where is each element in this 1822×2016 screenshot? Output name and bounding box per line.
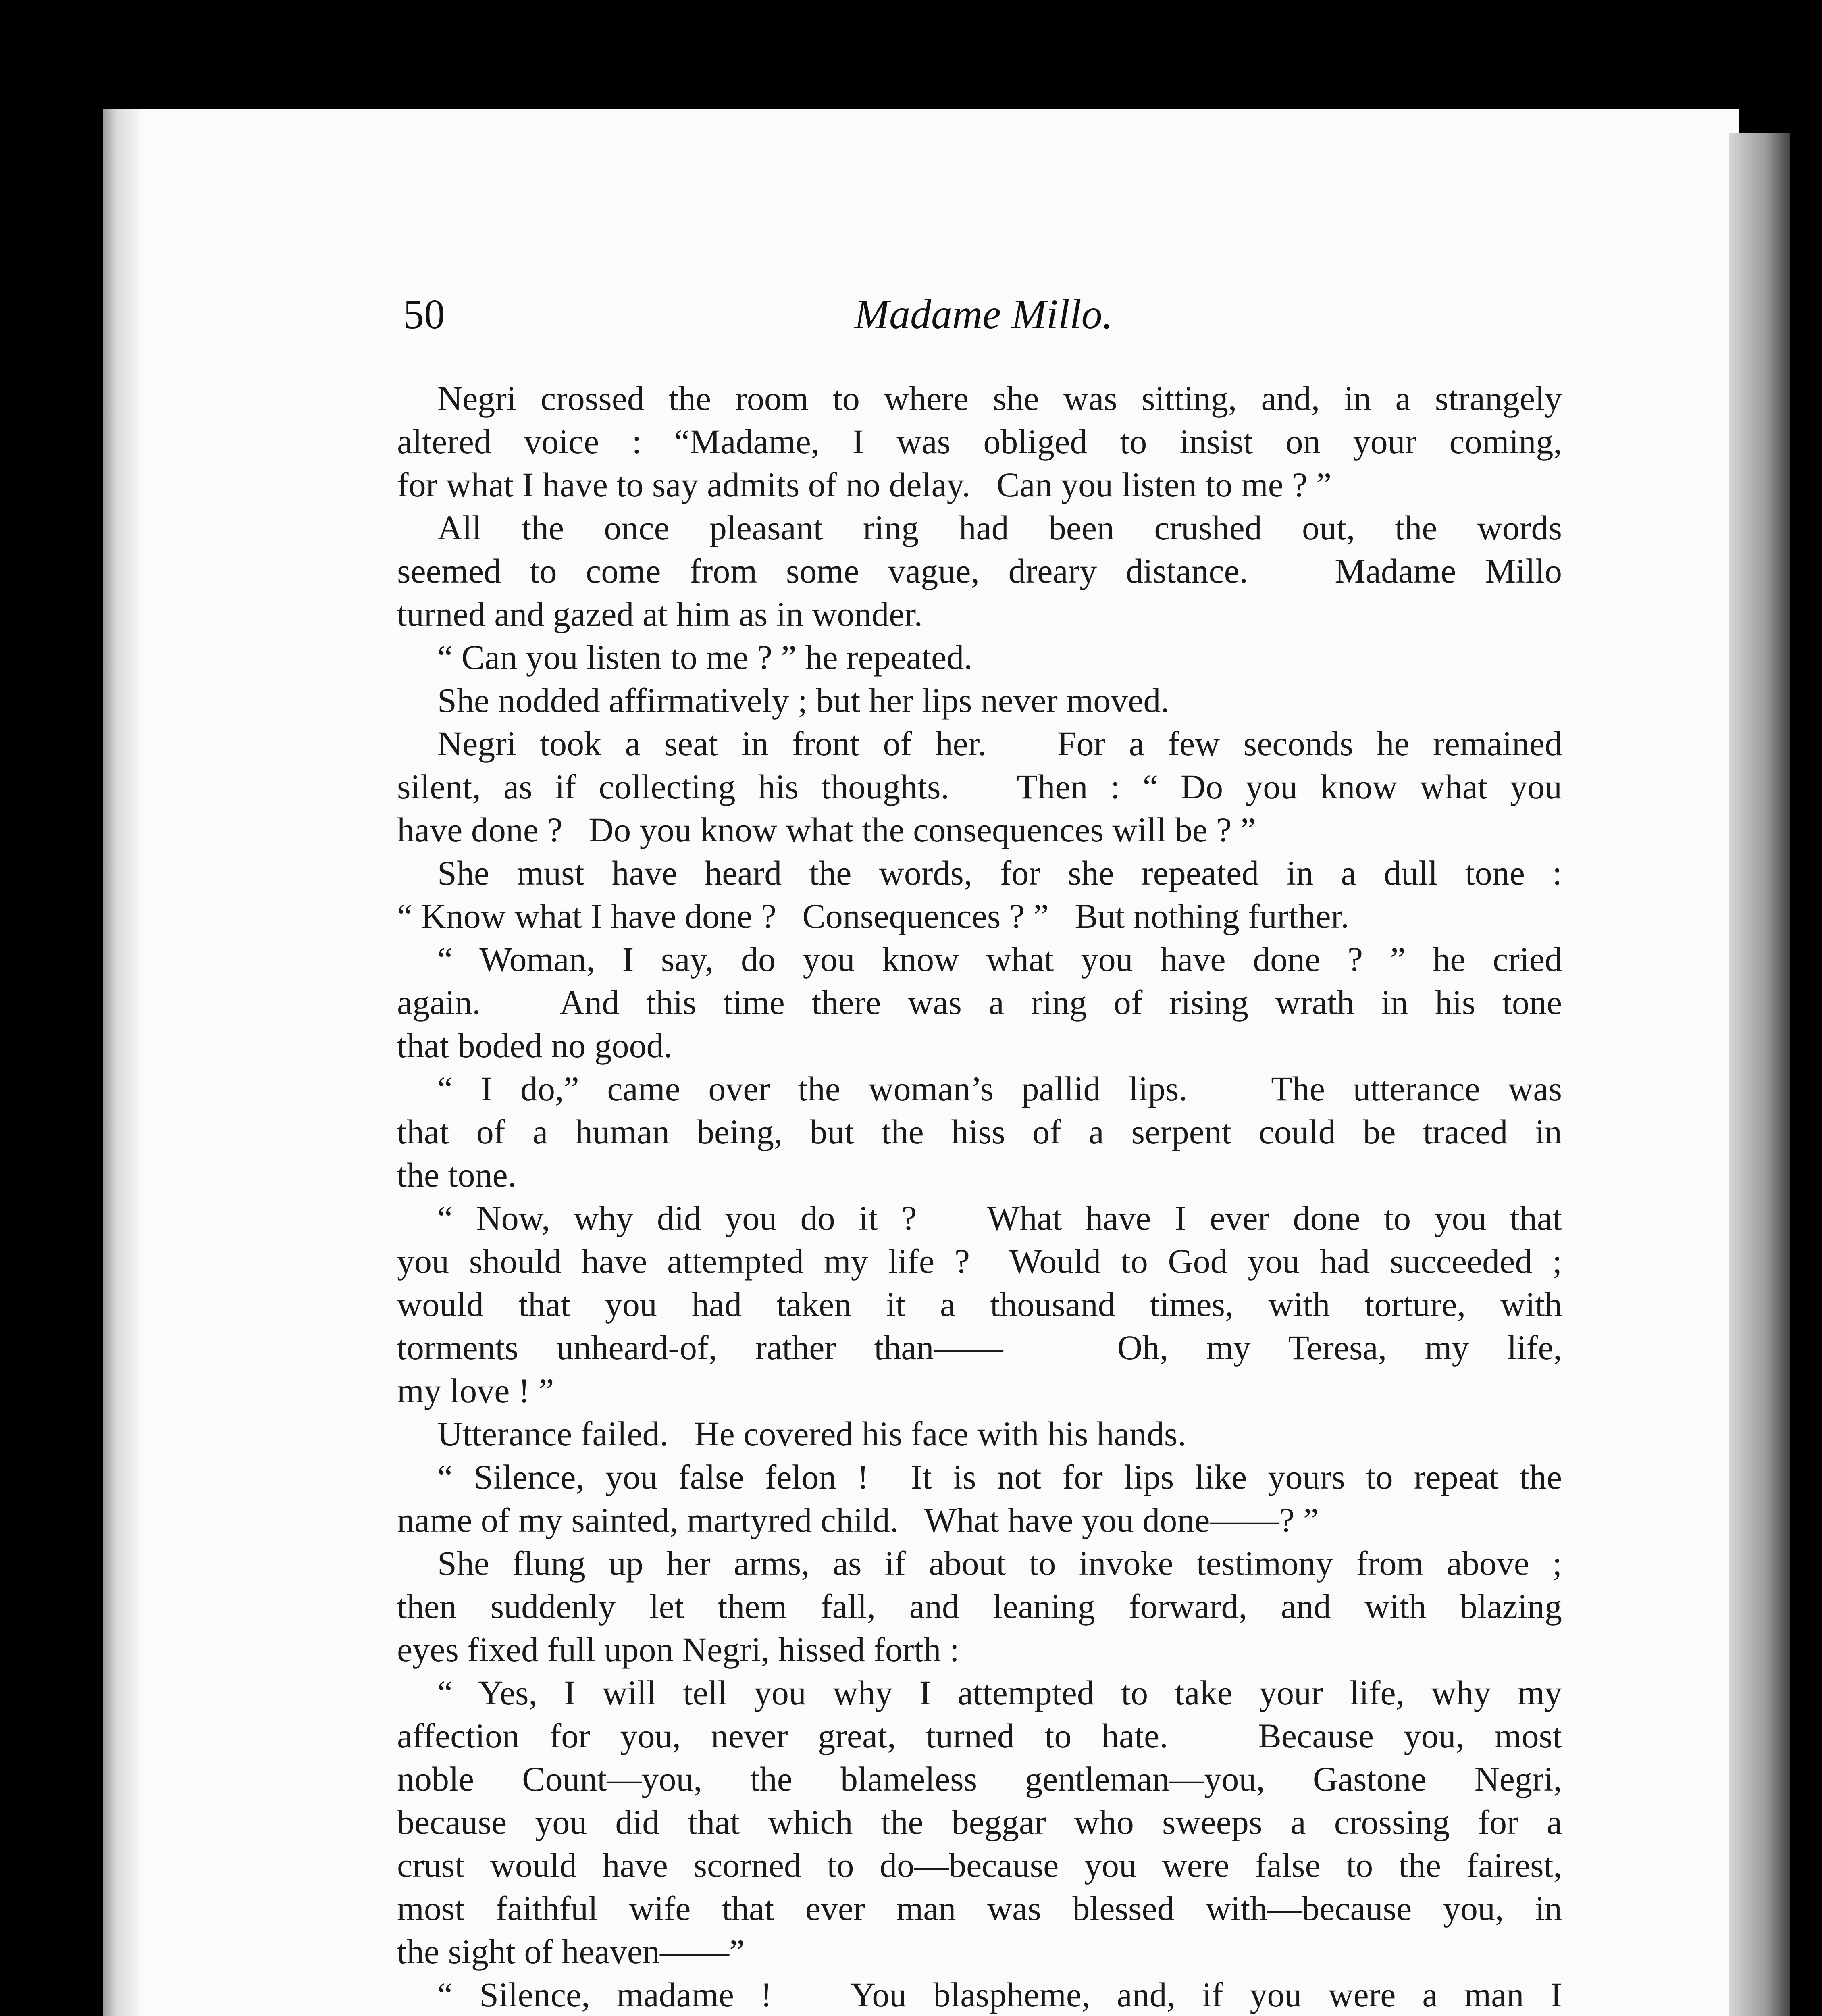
text-line: for what I have to say admits of no delay. Can you listen to me ? ” <box>397 465 1332 504</box>
text-line: again. And this time there was a ring of rising wrath in his tone <box>397 983 1562 1022</box>
text-line: She flung up her arms, as if about to invoke testimony from above ; <box>437 1544 1562 1583</box>
text-line: that boded no good. <box>397 1026 673 1065</box>
text-line: She nodded affirmatively ; but her lips never moved. <box>437 681 1169 720</box>
text-line: the tone. <box>397 1156 517 1194</box>
page-number: 50 <box>403 291 445 337</box>
text-line: seemed to come from some vague, dreary distance. Madame Millo <box>397 552 1562 590</box>
page-header <box>403 290 1564 351</box>
text-line: would that you had taken it a thousand times, with torture, with <box>397 1285 1562 1324</box>
text-line: Utterance failed. He covered his face with his hands. <box>437 1414 1186 1453</box>
text-line: Negri crossed the room to where she was sitting, and, in a strangely <box>437 379 1562 418</box>
text-line: the sight of heaven——” <box>397 1932 745 1971</box>
text-line: that of a human being, but the hiss of a serpent could be traced in <box>397 1112 1562 1151</box>
text-line: turned and gazed at him as in wonder. <box>397 595 923 633</box>
text-line: “ Silence, madame ! You blaspheme, and, if you were a man I <box>437 1975 1562 2014</box>
text-line: “ Can you listen to me ? ” he repeated. <box>437 638 973 677</box>
text-line: silent, as if collecting his thoughts. Then : “ Do you know what you <box>397 767 1562 806</box>
text-line: “ Yes, I will tell you why I attempted to take your life, why my <box>437 1673 1562 1712</box>
text-line: “ Woman, I say, do you know what you have done ? ” he cried <box>437 940 1562 979</box>
running-title: Madame Millo. <box>854 291 1113 337</box>
text-line: noble Count—you, the blameless gentleman—you, Gastone Negri, <box>397 1760 1562 1798</box>
text-line: affection for you, never great, turned to hate. Because you, most <box>397 1716 1562 1755</box>
text-line: crust would have scorned to do—because you were false to the fairest, <box>397 1846 1562 1885</box>
text-line: eyes fixed full upon Negri, hissed forth : <box>397 1630 959 1669</box>
text-line: name of my sainted, martyred child. What have you done——? ” <box>397 1501 1319 1539</box>
text-line: “ Now, why did you do it ? What have I ever done to you that <box>437 1199 1562 1237</box>
text-line: Negri took a seat in front of her. For a few seconds he remained <box>437 724 1562 763</box>
text-line: All the once pleasant ring had been crushed out, the words <box>437 508 1562 547</box>
text-line: torments unheard-of, rather than—— Oh, my Teresa, my life, <box>397 1328 1562 1367</box>
text-line: “ I do,” came over the woman’s pallid lips. The utterance was <box>437 1069 1562 1108</box>
text-line: then suddenly let them fall, and leaning forward, and with blazing <box>397 1587 1562 1626</box>
text-line: “ Know what I have done ? Consequences ? ” But nothing further. <box>397 897 1349 935</box>
text-line: my love ! ” <box>397 1371 554 1410</box>
body-text <box>397 377 1562 2016</box>
text-line: because you did that which the beggar who sweeps a crossing for a <box>397 1803 1562 1841</box>
page-gutter-left <box>103 109 139 2016</box>
text-line: altered voice : “Madame, I was obliged to insist on your coming, <box>397 422 1562 461</box>
text-line: most faithful wife that ever man was blessed with—because you, in <box>397 1889 1562 1928</box>
text-line: She must have heard the words, for she repeated in a dull tone : <box>437 854 1562 892</box>
text-line: “ Silence, you false felon ! It is not for lips like yours to repeat the <box>437 1458 1562 1496</box>
text-line: you should have attempted my life ? Would to God you had succeeded ; <box>397 1242 1562 1281</box>
text-line: have done ? Do you know what the consequences will be ? ” <box>397 810 1256 849</box>
page-edge-right <box>1729 133 1790 2016</box>
